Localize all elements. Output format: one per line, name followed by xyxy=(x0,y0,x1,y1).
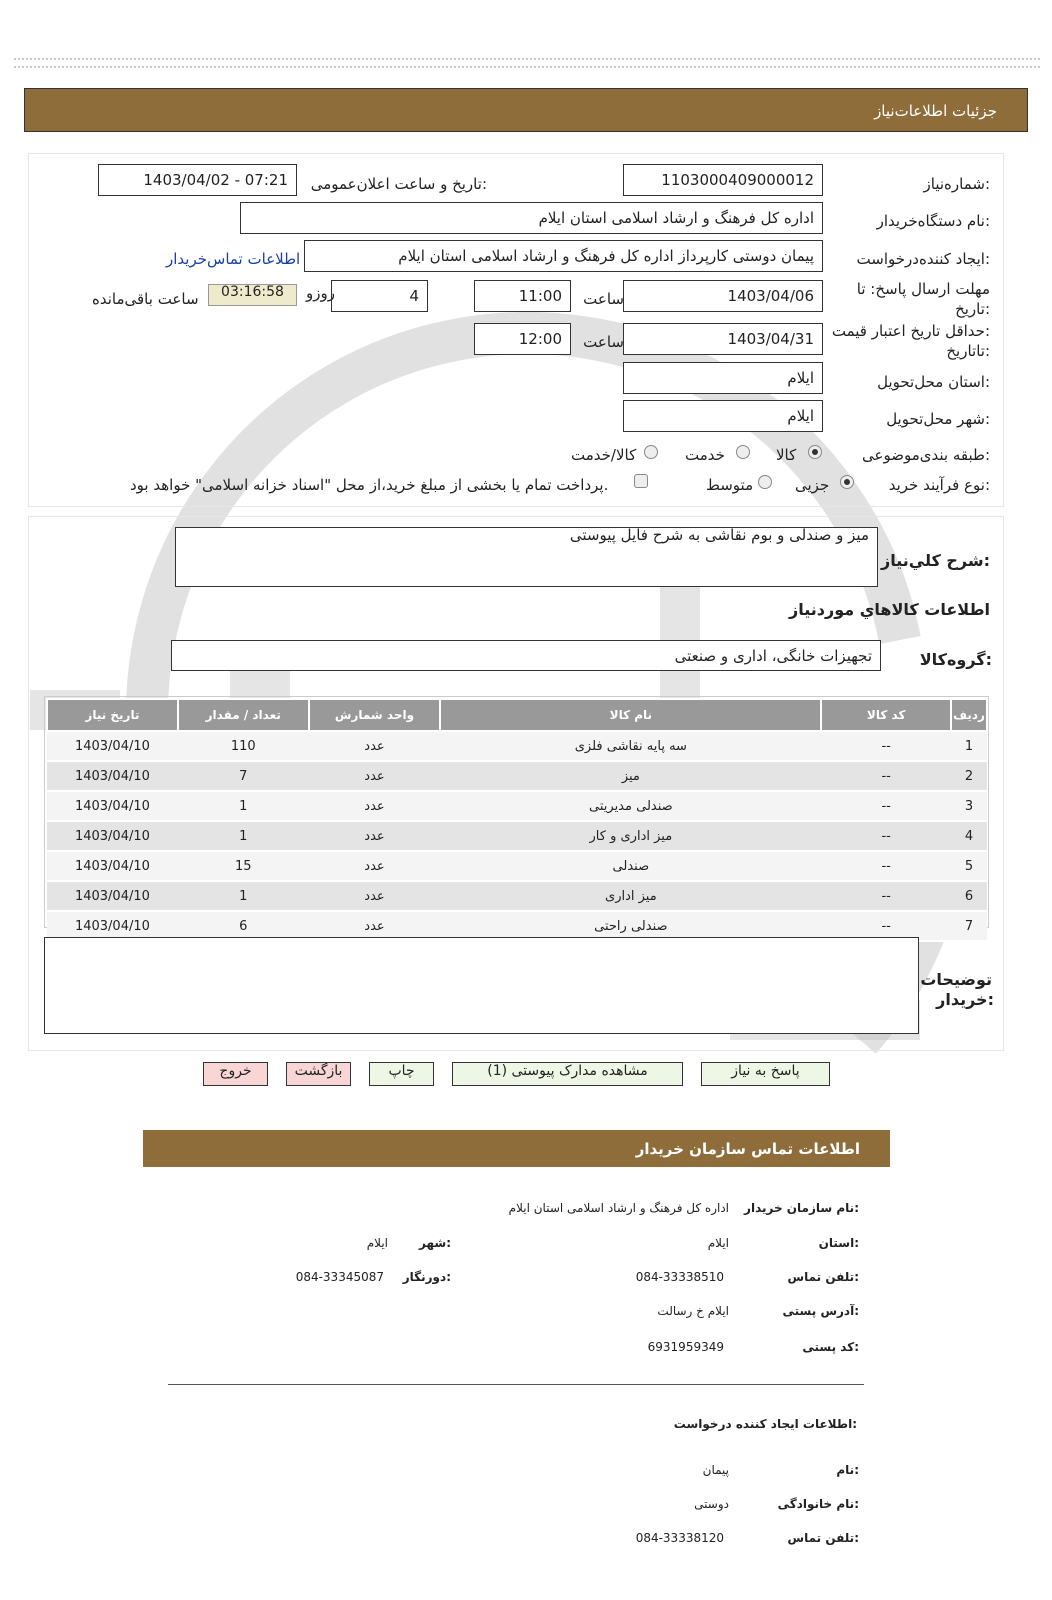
contact-city-value: ایلام xyxy=(366,1236,388,1250)
category-radio-goods-service[interactable] xyxy=(644,445,658,459)
deadline-time-field: 11:00 xyxy=(474,280,571,312)
table-row xyxy=(47,791,987,821)
col-header-code: کد کالا xyxy=(821,699,951,731)
cell-row: 4 xyxy=(951,821,987,851)
table-row xyxy=(47,821,987,851)
org-name-label: نام سازمان خریدار: xyxy=(744,1201,859,1215)
contact-divider xyxy=(168,1384,864,1385)
col-header-row: ردیف xyxy=(951,699,987,731)
process-label: نوع فرآیند خرید: xyxy=(888,476,990,494)
col-header-quantity: تعداد / مقدار xyxy=(178,699,309,731)
contact-address-value: ایلام خ رسالت xyxy=(657,1304,729,1318)
treasury-payment-note: پرداخت تمام یا بخشی از مبلغ خرید،از محل "اسناد خزانه اسلامی" خواهد بود. xyxy=(130,476,609,494)
cell-code: -- xyxy=(821,911,951,941)
creator-name-value: پیمان xyxy=(702,1463,729,1477)
buyer-notes-label-2: خریدار: xyxy=(936,990,994,1009)
description-label: شرح کلي‌نیاز: xyxy=(881,551,990,570)
cell-quantity: 6 xyxy=(178,911,309,941)
deadline-label: مهلت ارسال پاسخ: تا xyxy=(856,280,990,298)
cell-date: 1403/04/10 xyxy=(47,731,178,761)
top-divider xyxy=(14,58,1040,68)
cell-quantity: 1 xyxy=(178,791,309,821)
cell-name: سه پایه نقاشی فلزی xyxy=(440,731,821,761)
view-attachments-button[interactable]: مشاهده مدارک پیوستی (1) xyxy=(452,1062,683,1086)
cell-name: میز xyxy=(440,761,821,791)
contact-province-label: استان: xyxy=(818,1236,859,1250)
page-title: جزئیات اطلاعات‌نیاز xyxy=(874,102,997,120)
buyer-notes-field xyxy=(44,937,919,1034)
buyer-notes-label: توضیحات xyxy=(920,970,992,989)
cell-quantity: 15 xyxy=(178,851,309,881)
contact-fax-value: 084-33345087 xyxy=(295,1270,384,1284)
cell-date: 1403/04/10 xyxy=(47,851,178,881)
goods-info-heading: اطلاعات کالاهاي موردنیاز xyxy=(789,600,990,619)
table-row xyxy=(47,731,987,761)
cell-date: 1403/04/10 xyxy=(47,911,178,941)
creator-name-label: نام: xyxy=(836,1463,859,1477)
cell-name: صندلی راحتی xyxy=(440,911,821,941)
cell-code: -- xyxy=(821,821,951,851)
need-number-field: 1103000409000012 xyxy=(623,164,823,196)
cell-unit: عدد xyxy=(309,821,441,851)
col-header-unit: واحد شمارش xyxy=(309,699,441,731)
buyer-contact-title: اطلاعات تماس سازمان خریدار xyxy=(635,1140,860,1158)
goods-group-field: تجهیزات خانگی، اداری و صنعتی xyxy=(171,640,881,671)
creator-phone-label: تلفن تماس: xyxy=(787,1531,859,1545)
days-field: 4 xyxy=(331,280,428,312)
cell-row: 1 xyxy=(951,731,987,761)
creator-phone-value: 084-33338120 xyxy=(635,1531,724,1545)
table-row xyxy=(47,881,987,911)
creator-family-label: نام خانوادگی: xyxy=(777,1497,859,1511)
cell-name: صندلی مدیریتی xyxy=(440,791,821,821)
cell-name: میز اداری و کار xyxy=(440,821,821,851)
category-option-service: خدمت xyxy=(685,446,725,464)
back-button[interactable]: بازگشت xyxy=(286,1062,351,1086)
validity-time-field: 12:00 xyxy=(474,323,571,355)
cell-code: -- xyxy=(821,791,951,821)
goods-group-label: گروه‌کالا: xyxy=(919,650,992,669)
cell-unit: عدد xyxy=(309,911,441,941)
contact-province-value: ایلام xyxy=(707,1236,729,1250)
validity-time-label: ساعت xyxy=(583,333,624,351)
category-label: طبقه بندی‌موضوعی: xyxy=(862,446,990,464)
buyer-org-field: اداره کل فرهنگ و ارشاد اسلامی استان ایلام xyxy=(240,202,823,234)
cell-quantity: 7 xyxy=(178,761,309,791)
cell-row: 3 xyxy=(951,791,987,821)
deadline-date-field: 1403/04/06 xyxy=(623,280,823,312)
cell-unit: عدد xyxy=(309,731,441,761)
announce-label: تاریخ و ساعت اعلان‌عمومی: xyxy=(310,175,487,193)
announce-field: 1403/04/02 - 07:21 xyxy=(98,164,297,196)
cell-code: -- xyxy=(821,761,951,791)
cell-row: 7 xyxy=(951,911,987,941)
category-radio-goods[interactable] xyxy=(808,445,822,459)
category-option-goods-service: کالا/خدمت xyxy=(571,446,637,464)
items-table xyxy=(46,698,988,942)
cell-code: -- xyxy=(821,851,951,881)
col-header-name: نام کالا xyxy=(440,699,821,731)
table-row xyxy=(47,761,987,791)
cell-date: 1403/04/10 xyxy=(47,881,178,911)
treasury-payment-checkbox[interactable] xyxy=(634,474,648,488)
contact-fax-label: دورنگار: xyxy=(402,1270,451,1284)
process-option-medium: متوسط xyxy=(706,476,754,494)
contact-phone-label: تلفن تماس: xyxy=(787,1270,859,1284)
requester-label: ایجاد کننده‌درخواست: xyxy=(856,250,990,268)
city-label: شهر محل‌تحویل: xyxy=(886,410,990,428)
days-label: روزو xyxy=(306,284,335,302)
buyer-contact-link[interactable]: اطلاعات تماس‌خریدار xyxy=(166,250,301,268)
city-field: ایلام xyxy=(623,400,823,432)
contact-postal-label: کد پستی: xyxy=(802,1340,859,1354)
province-field: ایلام xyxy=(623,362,823,394)
cell-name: میز اداری xyxy=(440,881,821,911)
cell-date: 1403/04/10 xyxy=(47,821,178,851)
description-field: میز و صندلی و بوم نقاشی به شرح فایل پیوستی xyxy=(175,527,878,587)
deadline-time-label: ساعت xyxy=(583,290,624,308)
print-button[interactable]: چاپ xyxy=(369,1062,434,1086)
province-label: استان محل‌تحویل: xyxy=(877,373,990,391)
contact-address-label: آدرس پستی: xyxy=(782,1304,859,1318)
page-header xyxy=(24,88,1028,132)
process-option-minor: جزیی xyxy=(795,476,830,494)
validity-label-date: تاتاریخ: xyxy=(946,342,990,360)
validity-label: حداقل تاریخ اعتبار قیمت: xyxy=(831,322,990,340)
contact-postal-value: 6931959349 xyxy=(647,1340,724,1354)
cell-date: 1403/04/10 xyxy=(47,791,178,821)
cell-quantity: 110 xyxy=(178,731,309,761)
process-radio-minor[interactable] xyxy=(840,475,854,489)
cell-unit: عدد xyxy=(309,881,441,911)
org-name-value: اداره کل فرهنگ و ارشاد اسلامی استان ایلام xyxy=(508,1201,729,1215)
cell-code: -- xyxy=(821,731,951,761)
creator-family-value: دوستی xyxy=(694,1497,729,1511)
creator-info-title: اطلاعات ایجاد کننده درخواست: xyxy=(673,1417,857,1431)
cell-unit: عدد xyxy=(309,791,441,821)
reply-button[interactable]: پاسخ به نیاز xyxy=(701,1062,830,1086)
exit-button[interactable]: خروج xyxy=(203,1062,268,1086)
cell-quantity: 1 xyxy=(178,881,309,911)
cell-row: 5 xyxy=(951,851,987,881)
remaining-timer: 03:16:58 xyxy=(208,284,297,306)
validity-date-field: 1403/04/31 xyxy=(623,323,823,355)
cell-row: 2 xyxy=(951,761,987,791)
process-radio-medium[interactable] xyxy=(758,475,772,489)
requester-field: پیمان دوستی کارپرداز اداره کل فرهنگ و ارشاد اسلامی استان ایلام xyxy=(304,240,823,272)
buyer-contact-header xyxy=(143,1130,890,1167)
need-number-label: شماره‌نیاز: xyxy=(923,175,990,193)
col-header-date: تاریخ نیاز xyxy=(47,699,178,731)
category-option-goods: کالا xyxy=(776,446,797,464)
cell-unit: عدد xyxy=(309,761,441,791)
deadline-label-date: تاریخ: xyxy=(955,300,990,318)
cell-name: صندلی xyxy=(440,851,821,881)
cell-code: -- xyxy=(821,881,951,911)
cell-row: 6 xyxy=(951,881,987,911)
contact-phone-value: 084-33338510 xyxy=(635,1270,724,1284)
remaining-label: ساعت باقی‌مانده xyxy=(92,290,199,308)
cell-quantity: 1 xyxy=(178,821,309,851)
contact-city-label: شهر: xyxy=(419,1236,451,1250)
cell-date: 1403/04/10 xyxy=(47,761,178,791)
cell-unit: عدد xyxy=(309,851,441,881)
table-row xyxy=(47,851,987,881)
buyer-org-label: نام دستگاه‌خریدار: xyxy=(876,212,990,230)
category-radio-service[interactable] xyxy=(736,445,750,459)
